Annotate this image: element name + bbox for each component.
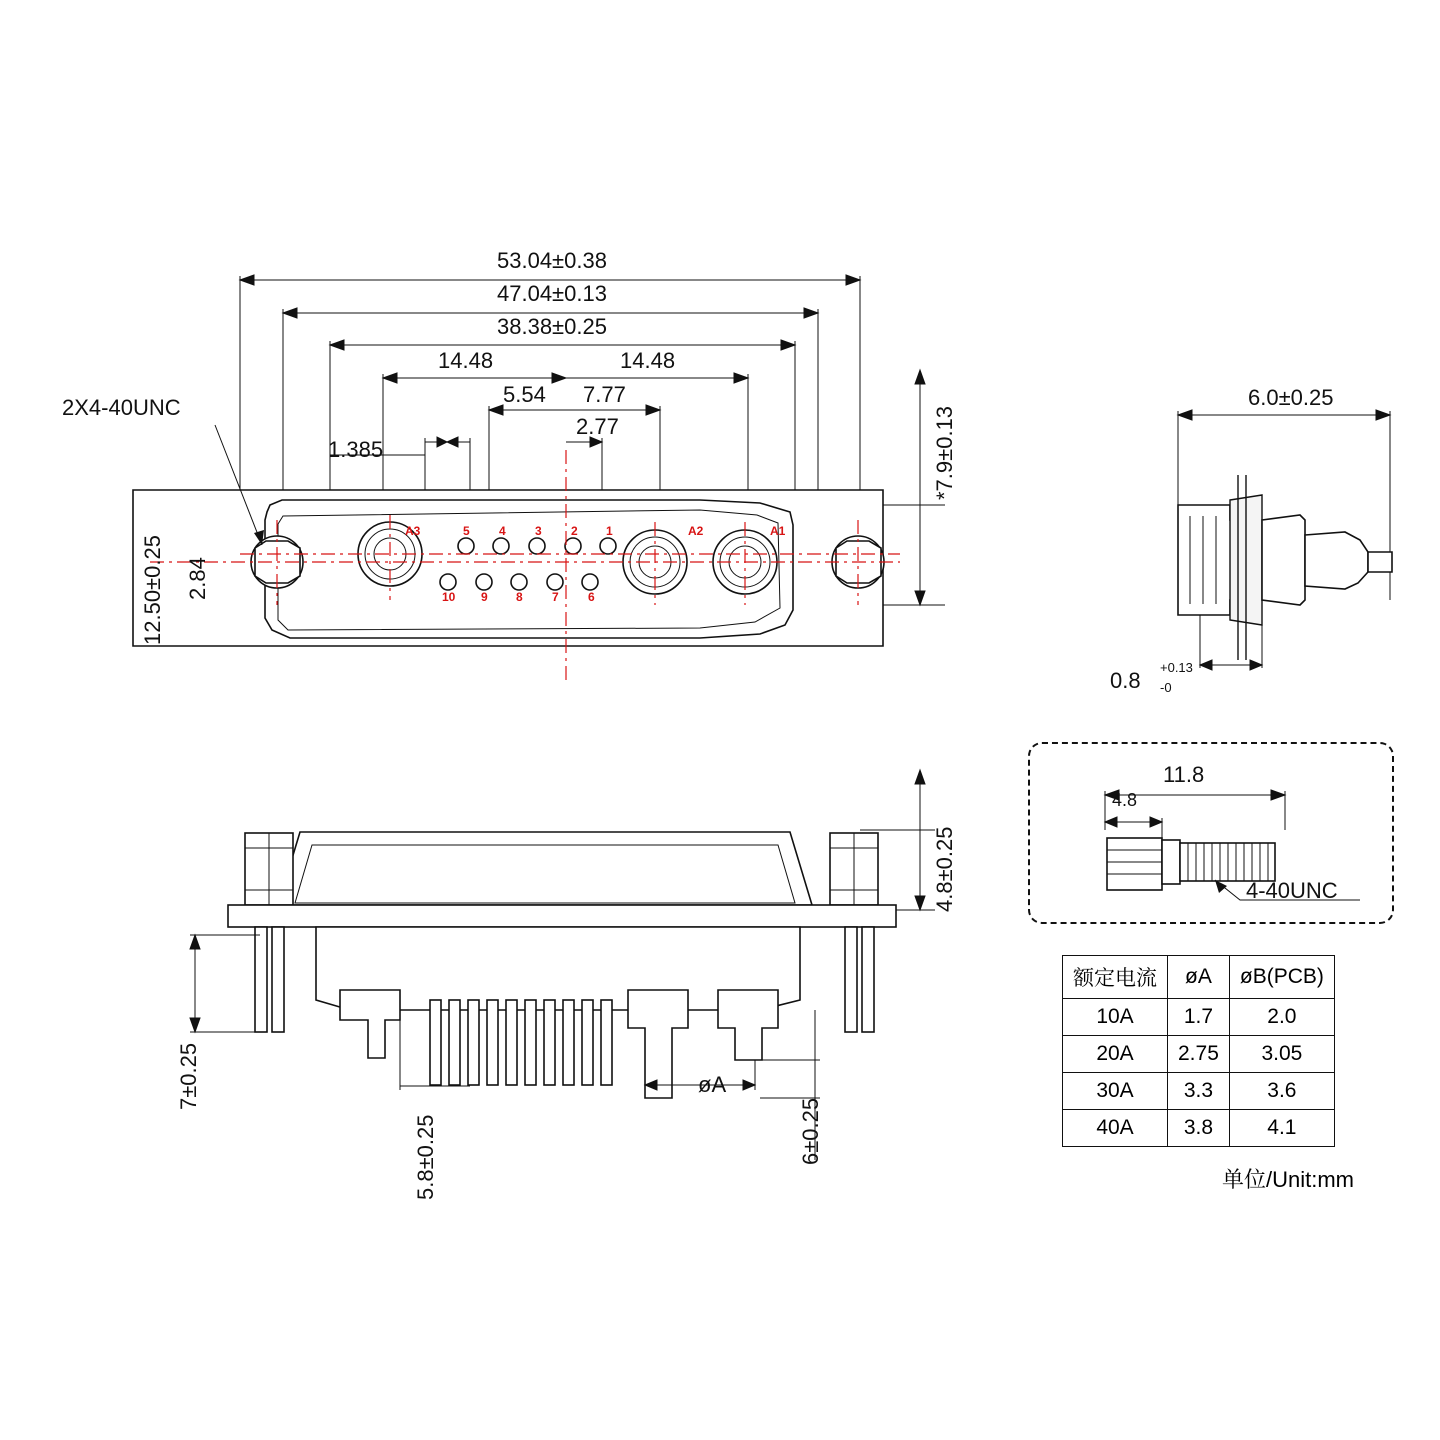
th-current: 额定电流 [1063,956,1168,999]
pin-label-10: 10 [442,590,456,604]
dim-height-small: 2.84 [185,557,210,600]
dim-flange-tol-dn: -0 [1160,680,1172,695]
cell-current: 20A [1063,1036,1168,1073]
dim-pin-len-left: 7±0.25 [176,1042,201,1110]
table-header-row [1063,956,1335,999]
pin-label-2: 2 [571,524,578,538]
cell-current: 30A [1063,1073,1168,1110]
pin-label-8: 8 [516,590,523,604]
cell-dia-a: 3.8 [1168,1110,1230,1147]
pin-label-4: 4 [499,524,506,538]
dim-flange-thickness: 0.8 [1110,668,1141,693]
cell-current: 40A [1063,1110,1168,1147]
unit-note: 单位/Unit:mm [1222,1167,1355,1192]
dim-mount-hole-span: 47.04±0.13 [497,281,607,306]
pin-label-7: 7 [552,590,559,604]
table-row [1063,1036,1335,1073]
table-row [1063,999,1335,1036]
dim-screw-length: 11.8 [1163,762,1205,787]
cell-current: 10A [1063,999,1168,1036]
pin-label-5: 5 [463,524,470,538]
dim-right-group: 14.48 [620,348,676,373]
pin-label-a3: A3 [405,524,421,538]
table-row [1063,1110,1335,1147]
dim-flange-tol-up: +0.13 [1160,660,1193,675]
dim-1-385: 1.385 [328,437,384,462]
pin-label-a2: A2 [688,524,704,538]
cell-dia-a: 2.75 [1168,1036,1230,1073]
dim-pin-len-right: 6±0.25 [798,1097,823,1165]
dim-left-group: 14.48 [438,348,494,373]
pin-label-6: 6 [588,590,595,604]
cell-dia-b: 3.05 [1229,1036,1334,1073]
pin-label-3: 3 [535,524,542,538]
dim-height-total: 12.50±0.25 [140,535,165,645]
dim-top-height: 4.8±0.25 [932,826,957,912]
dim-5-54: 5.54 [503,382,546,407]
cell-dia-a: 3.3 [1168,1073,1230,1110]
th-dia-a: øA [1168,956,1230,999]
dim-overall-width: 53.04±0.38 [497,248,607,273]
table-row [1063,1073,1335,1110]
th-dia-b: øB(PCB) [1229,956,1334,999]
cell-dia-a: 1.7 [1168,999,1230,1036]
cell-dia-b: 4.1 [1229,1110,1334,1147]
pin-label-9: 9 [481,590,488,604]
dim-height-star: *7.9±0.13 [932,405,957,500]
dim-contact-span: 38.38±0.25 [497,314,607,339]
dim-side-depth: 6.0±0.25 [1248,385,1334,410]
thread-note-screw: 4-40UNC [1246,878,1338,903]
dim-pin-len-mid: 5.8±0.25 [413,1114,438,1200]
thread-note-front: 2X4-40UNC [62,395,181,420]
cell-dia-b: 3.6 [1229,1073,1334,1110]
pin-label-a1: A1 [770,524,786,538]
dim-screw-head: 4.8 [1112,790,1138,810]
dim-7-77: 7.77 [583,382,626,407]
cell-dia-b: 2.0 [1229,999,1334,1036]
dim-diameter-a: øA [698,1072,727,1097]
dim-2-77: 2.77 [576,414,619,439]
current-rating-table [1062,955,1335,1147]
pin-label-1: 1 [606,524,613,538]
